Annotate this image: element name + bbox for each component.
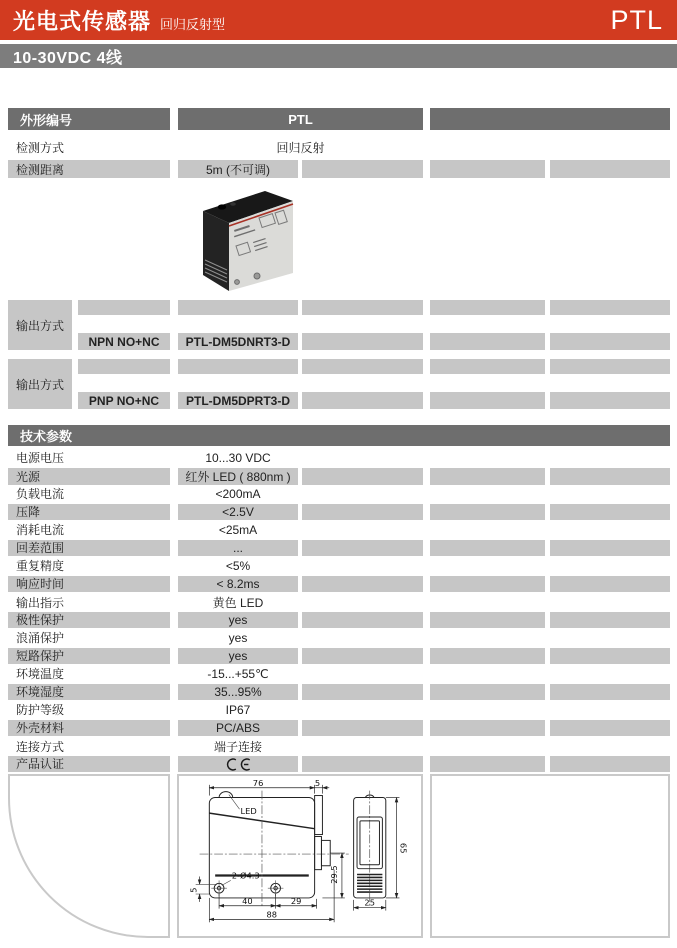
empty-cell xyxy=(550,468,670,485)
empty-cell xyxy=(550,738,670,755)
empty-cell xyxy=(302,666,423,682)
empty-header-cell xyxy=(430,108,670,130)
spec-value: 端子连接 xyxy=(213,740,262,754)
empty-cell xyxy=(550,504,670,520)
spec-row xyxy=(8,666,670,682)
empty-cell xyxy=(430,558,545,574)
empty-cell xyxy=(430,522,545,538)
spec-label: 回差范围 xyxy=(8,540,170,556)
empty-cell xyxy=(302,756,423,772)
product-photo-row xyxy=(8,178,670,296)
svg-text:5: 5 xyxy=(314,778,321,788)
output-type: NPN NO+NC xyxy=(78,333,170,350)
spec-row xyxy=(8,522,670,538)
shape-number-header: 外形编号 xyxy=(8,108,170,130)
spec-row xyxy=(8,738,670,754)
spec-value: 红外 LED ( 880nm ) xyxy=(178,468,298,485)
empty-cell xyxy=(430,666,545,682)
spec-label: 电源电压 xyxy=(16,451,65,465)
ce-mark-icon xyxy=(178,756,298,772)
empty-cell xyxy=(430,630,545,646)
empty-cell xyxy=(430,486,545,502)
spec-value: yes xyxy=(228,631,248,645)
empty-cell xyxy=(550,486,670,502)
empty-cell xyxy=(302,486,423,502)
spec-row xyxy=(8,540,670,556)
rounded-corner-box xyxy=(8,774,170,938)
empty-cell xyxy=(550,756,670,772)
spec-value: yes xyxy=(178,612,298,628)
empty-cell xyxy=(178,359,298,374)
svg-text:LED: LED xyxy=(240,806,257,817)
spec-row xyxy=(8,612,670,628)
empty-cell xyxy=(550,666,670,682)
detect-method-label: 检测方式 xyxy=(16,140,65,155)
empty-cell xyxy=(550,630,670,646)
svg-text:88: 88 xyxy=(266,909,277,920)
spec-value: <2.5V xyxy=(178,504,298,520)
spec-value: 黄色 LED xyxy=(212,596,264,610)
empty-cell xyxy=(430,612,545,628)
empty-cell xyxy=(550,300,670,315)
output-type: PNP NO+NC xyxy=(78,392,170,409)
spec-row xyxy=(8,486,670,502)
spec-value: yes xyxy=(178,648,298,664)
empty-cell xyxy=(550,522,670,538)
spec-label: 重复精度 xyxy=(16,559,65,573)
empty-cell xyxy=(430,333,545,350)
empty-cell xyxy=(430,359,545,374)
spec-value: <25mA xyxy=(218,523,258,537)
empty-cell xyxy=(430,756,545,772)
empty-cell xyxy=(302,468,423,485)
svg-text:29: 29 xyxy=(290,895,302,906)
spec-label: 光源 xyxy=(8,468,170,485)
spec-value: < 8.2ms xyxy=(178,576,298,592)
svg-text:40: 40 xyxy=(242,895,253,906)
empty-cell xyxy=(550,160,670,178)
empty-cell xyxy=(302,702,423,718)
empty-cell xyxy=(550,702,670,718)
empty-cell xyxy=(430,468,545,485)
spec-row xyxy=(8,702,670,718)
empty-cell xyxy=(430,300,545,315)
detect-distance-row xyxy=(8,160,670,178)
empty-cell xyxy=(430,702,545,718)
model-number: PTL-DM5DPRT3-D xyxy=(178,392,298,409)
svg-text:76: 76 xyxy=(252,778,264,788)
empty-cell xyxy=(78,359,170,374)
output-mode-label: 输出方式 xyxy=(8,300,72,350)
spec-label: 负载电流 xyxy=(16,487,65,501)
empty-cell xyxy=(550,392,670,409)
spec-row xyxy=(8,684,670,700)
empty-cell xyxy=(550,720,670,736)
empty-cell xyxy=(302,333,423,350)
spec-label: 压降 xyxy=(8,504,170,520)
spec-label: 连接方式 xyxy=(16,739,65,754)
voltage-text: 10-30VDC 4线 xyxy=(13,49,123,67)
dimension-drawing-box xyxy=(177,774,423,938)
empty-cell xyxy=(302,738,423,755)
spec-value: 10...30 VDC xyxy=(205,451,271,465)
empty-cell xyxy=(550,576,670,592)
empty-cell xyxy=(550,450,670,466)
empty-cell xyxy=(430,160,545,178)
tech-params-header xyxy=(8,425,670,446)
empty-cell xyxy=(302,648,423,664)
output-block-pnp xyxy=(8,359,670,409)
empty-cell xyxy=(302,540,423,556)
empty-cell xyxy=(550,333,670,350)
empty-cell xyxy=(302,160,423,178)
spec-row xyxy=(8,648,670,664)
spec-label: 外壳材料 xyxy=(8,720,170,736)
spec-label: 响应时间 xyxy=(8,576,170,592)
spec-label: 环境温度 xyxy=(16,667,65,681)
spec-label: 输出指示 xyxy=(16,595,65,610)
empty-cell xyxy=(430,648,545,664)
spec-label: 浪涌保护 xyxy=(16,631,65,645)
product-code: PTL xyxy=(610,4,663,35)
empty-cell xyxy=(430,450,545,466)
empty-cell xyxy=(430,392,545,409)
empty-cell xyxy=(302,612,423,628)
svg-text:5: 5 xyxy=(188,887,199,893)
empty-cell xyxy=(302,300,423,315)
sensor-type-label: 回归反射型 xyxy=(160,16,226,32)
spec-label: 环境湿度 xyxy=(8,684,170,700)
empty-cell xyxy=(430,576,545,592)
empty-cell xyxy=(550,540,670,556)
spec-label: 产品认证 xyxy=(8,756,170,772)
spec-value: ... xyxy=(178,540,298,556)
product-photo xyxy=(195,184,297,294)
spec-table xyxy=(8,450,670,772)
output-block-npn xyxy=(8,300,670,350)
spec-row xyxy=(8,468,670,484)
spec-value: <5% xyxy=(225,559,251,573)
spec-row xyxy=(8,576,670,592)
svg-text:25: 25 xyxy=(364,897,375,908)
spec-row xyxy=(8,720,670,736)
empty-cell xyxy=(302,684,423,700)
empty-cell xyxy=(550,558,670,574)
empty-cell xyxy=(430,504,545,520)
empty-cell xyxy=(302,630,423,646)
spec-value: <200mA xyxy=(215,487,261,501)
spec-row xyxy=(8,504,670,520)
empty-cell xyxy=(430,738,545,755)
empty-cell xyxy=(550,684,670,700)
model-header-row xyxy=(8,108,670,130)
empty-cell xyxy=(302,720,423,736)
svg-text:65: 65 xyxy=(398,842,409,854)
empty-drawing-box xyxy=(430,774,670,938)
empty-cell xyxy=(302,576,423,592)
detect-distance-value: 5m (不可调) xyxy=(178,160,298,178)
empty-cell xyxy=(302,359,423,374)
empty-cell xyxy=(550,359,670,374)
spec-row-certification xyxy=(8,756,670,772)
svg-text:2-Ø4.3: 2-Ø4.3 xyxy=(231,870,260,881)
spec-label: 消耗电流 xyxy=(16,523,65,537)
page-title: 光电式传感器 xyxy=(13,8,152,34)
empty-cell xyxy=(550,594,670,611)
voltage-bar xyxy=(0,44,677,68)
svg-text:29.5: 29.5 xyxy=(329,865,340,884)
spec-label: 防护等级 xyxy=(16,703,65,717)
detect-distance-label: 检测距离 xyxy=(8,160,170,178)
model-number: PTL-DM5DNRT3-D xyxy=(178,333,298,350)
empty-cell xyxy=(302,594,423,611)
empty-cell xyxy=(302,450,423,466)
spec-value: -15...+55℃ xyxy=(207,667,269,681)
empty-cell xyxy=(430,540,545,556)
detect-method-value: 回归反射 xyxy=(276,140,325,155)
spec-row xyxy=(8,630,670,646)
spec-label: 极性保护 xyxy=(8,612,170,628)
detect-method-row xyxy=(8,137,670,157)
empty-cell xyxy=(78,300,170,315)
empty-cell xyxy=(302,504,423,520)
spec-row xyxy=(8,450,670,466)
model-name-header: PTL xyxy=(178,108,423,130)
spec-label: 短路保护 xyxy=(8,648,170,664)
empty-cell xyxy=(302,392,423,409)
empty-cell xyxy=(550,612,670,628)
empty-cell xyxy=(302,522,423,538)
spec-row xyxy=(8,594,670,610)
spec-value: PC/ABS xyxy=(178,720,298,736)
datasheet-body xyxy=(8,108,670,938)
empty-cell xyxy=(430,684,545,700)
spec-value: 35...95% xyxy=(178,684,298,700)
spec-value: IP67 xyxy=(225,703,251,717)
spec-row xyxy=(8,558,670,574)
empty-cell xyxy=(550,648,670,664)
tech-params-title: 技术参数 xyxy=(20,429,73,444)
empty-cell xyxy=(430,594,545,611)
bottom-section xyxy=(8,774,670,938)
empty-cell xyxy=(302,558,423,574)
dimension-drawing xyxy=(180,778,420,934)
empty-cell xyxy=(430,720,545,736)
page-header xyxy=(0,0,677,40)
output-mode-label: 输出方式 xyxy=(8,359,72,409)
empty-cell xyxy=(178,300,298,315)
